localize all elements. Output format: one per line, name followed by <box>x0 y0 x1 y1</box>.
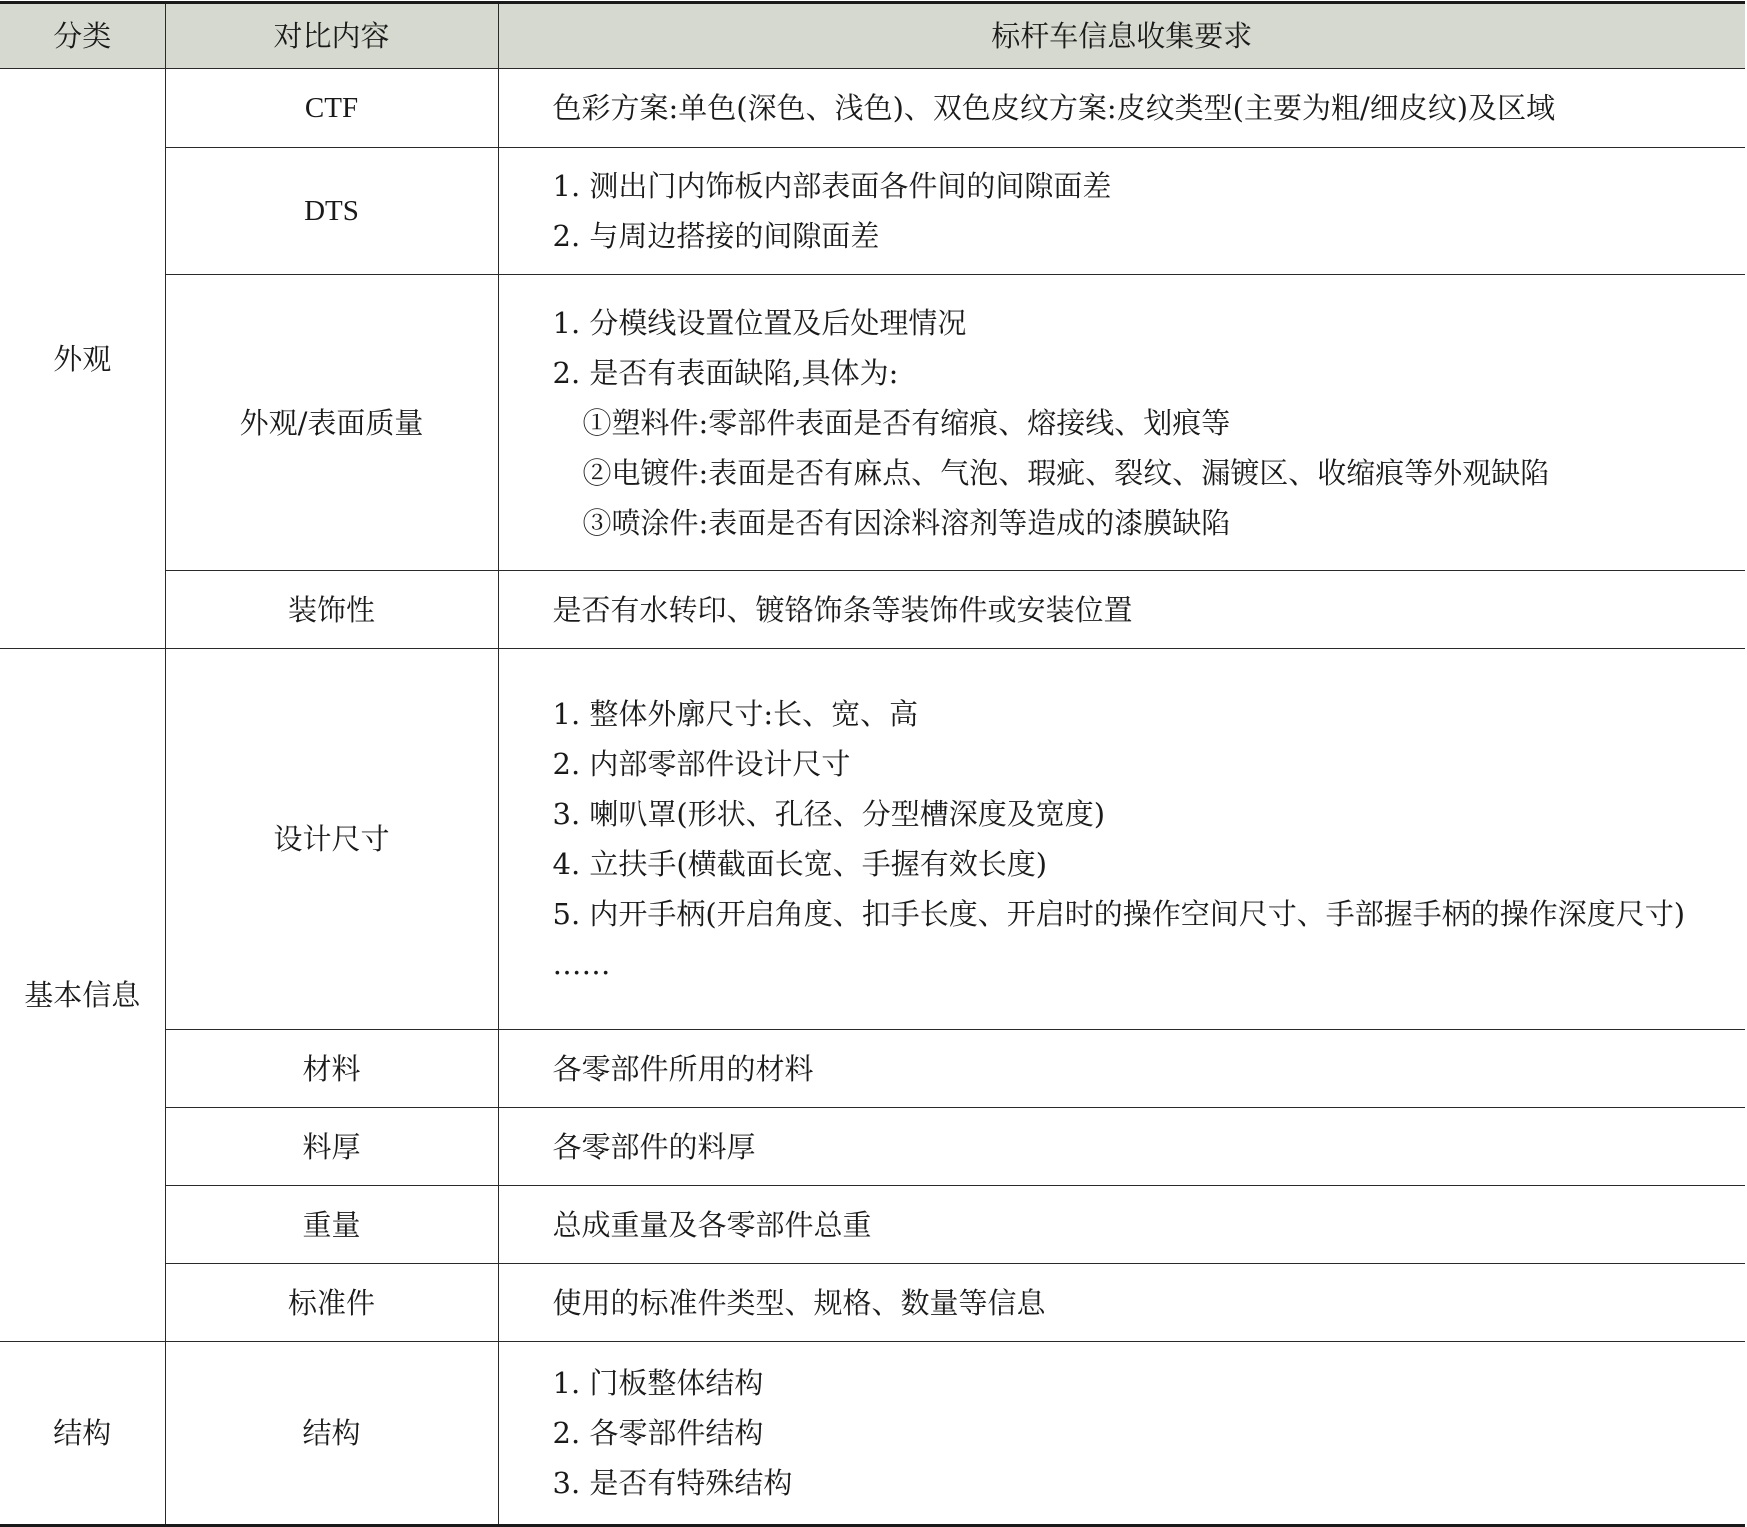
requirement-line: …… <box>552 947 611 981</box>
requirement-line: 2. 内部零部件设计尺寸 <box>552 747 851 781</box>
item-thickness: 料厚 <box>165 1108 498 1186</box>
item-decoration: 装饰性 <box>165 571 498 649</box>
item-weight: 重量 <box>165 1186 498 1264</box>
table-row <box>0 69 1745 148</box>
requirement-line: 1. 测出门内饰板内部表面各件间的间隙面差 <box>552 169 1112 203</box>
requirement-line: 1. 分模线设置位置及后处理情况 <box>552 305 967 340</box>
item-material: 材料 <box>165 1030 498 1108</box>
group-structure: 结构 <box>0 1342 165 1526</box>
item-structure: 结构 <box>165 1342 498 1526</box>
requirement-surface-quality <box>498 275 1745 571</box>
item-ctf: CTF <box>165 69 498 148</box>
requirement-design-dimensions <box>498 649 1745 1030</box>
requirement-line: 4. 立扶手(横截面长宽、手握有效长度) <box>552 847 1048 881</box>
requirement-line: 2. 与周边搭接的间隙面差 <box>552 219 880 253</box>
requirement-line: ②电镀件:表面是否有麻点、气泡、瑕疵、裂纹、漏镀区、收缩痕等外观缺陷 <box>582 455 1550 490</box>
table-row <box>0 1030 1745 1108</box>
requirement-dts <box>498 148 1745 275</box>
requirement-weight <box>498 1186 1745 1264</box>
requirement-thickness <box>498 1108 1745 1186</box>
requirement-line: 是否有水转印、镀铬饰条等装饰件或安装位置 <box>552 592 1133 627</box>
requirement-line: 3. 是否有特殊结构 <box>552 1466 793 1500</box>
requirement-line: 2. 各零部件结构 <box>552 1416 764 1450</box>
table-row <box>0 571 1745 649</box>
group-appearance: 外观 <box>0 69 165 649</box>
requirement-line: 2. 是否有表面缺陷,具体为: <box>552 355 899 390</box>
table-row <box>0 275 1745 571</box>
requirement-line: 3. 喇叭罩(形状、孔径、分型槽深度及宽度) <box>552 797 1106 831</box>
header-compare: 对比内容 <box>165 3 498 69</box>
requirement-line: ③喷涂件:表面是否有因涂料溶剂等造成的漆膜缺陷 <box>582 505 1231 540</box>
table-row <box>0 649 1745 1030</box>
item-design-dimensions: 设计尺寸 <box>165 649 498 1030</box>
requirement-line: ①塑料件:零部件表面是否有缩痕、熔接线、划痕等 <box>582 405 1231 440</box>
requirement-line: 1. 整体外廓尺寸:长、宽、高 <box>552 697 919 731</box>
requirement-line: 总成重量及各零部件总重 <box>552 1207 872 1242</box>
requirement-line: 5. 内开手柄(开启角度、扣手长度、开启时的操作空间尺寸、手部握手柄的操作深度尺寸) <box>552 897 1686 931</box>
requirement-line: 各零部件所用的材料 <box>552 1051 814 1086</box>
table-header-row <box>0 3 1745 69</box>
table-row <box>0 1186 1745 1264</box>
item-dts: DTS <box>165 148 498 275</box>
requirement-standard-parts <box>498 1264 1745 1342</box>
requirement-line: 各零部件的料厚 <box>552 1129 756 1164</box>
item-standard-parts: 标准件 <box>165 1264 498 1342</box>
table-row <box>0 148 1745 275</box>
table-row <box>0 1108 1745 1186</box>
requirement-decoration <box>498 571 1745 649</box>
requirement-material <box>498 1030 1745 1108</box>
item-surface-quality: 外观/表面质量 <box>165 275 498 571</box>
table-row <box>0 1342 1745 1526</box>
requirement-line: 1. 门板整体结构 <box>552 1366 764 1400</box>
requirement-line: 色彩方案:单色(深色、浅色)、双色皮纹方案:皮纹类型(主要为粗/细皮纹)及区域 <box>552 91 1556 125</box>
requirement-ctf <box>498 69 1745 148</box>
requirement-structure <box>498 1342 1745 1526</box>
group-basic-info: 基本信息 <box>0 649 165 1342</box>
table-row <box>0 1264 1745 1342</box>
benchmark-info-table <box>0 1 1745 1527</box>
header-requirement: 标杆车信息收集要求 <box>498 3 1745 69</box>
header-category: 分类 <box>0 3 165 69</box>
requirement-line: 使用的标准件类型、规格、数量等信息 <box>552 1285 1046 1320</box>
